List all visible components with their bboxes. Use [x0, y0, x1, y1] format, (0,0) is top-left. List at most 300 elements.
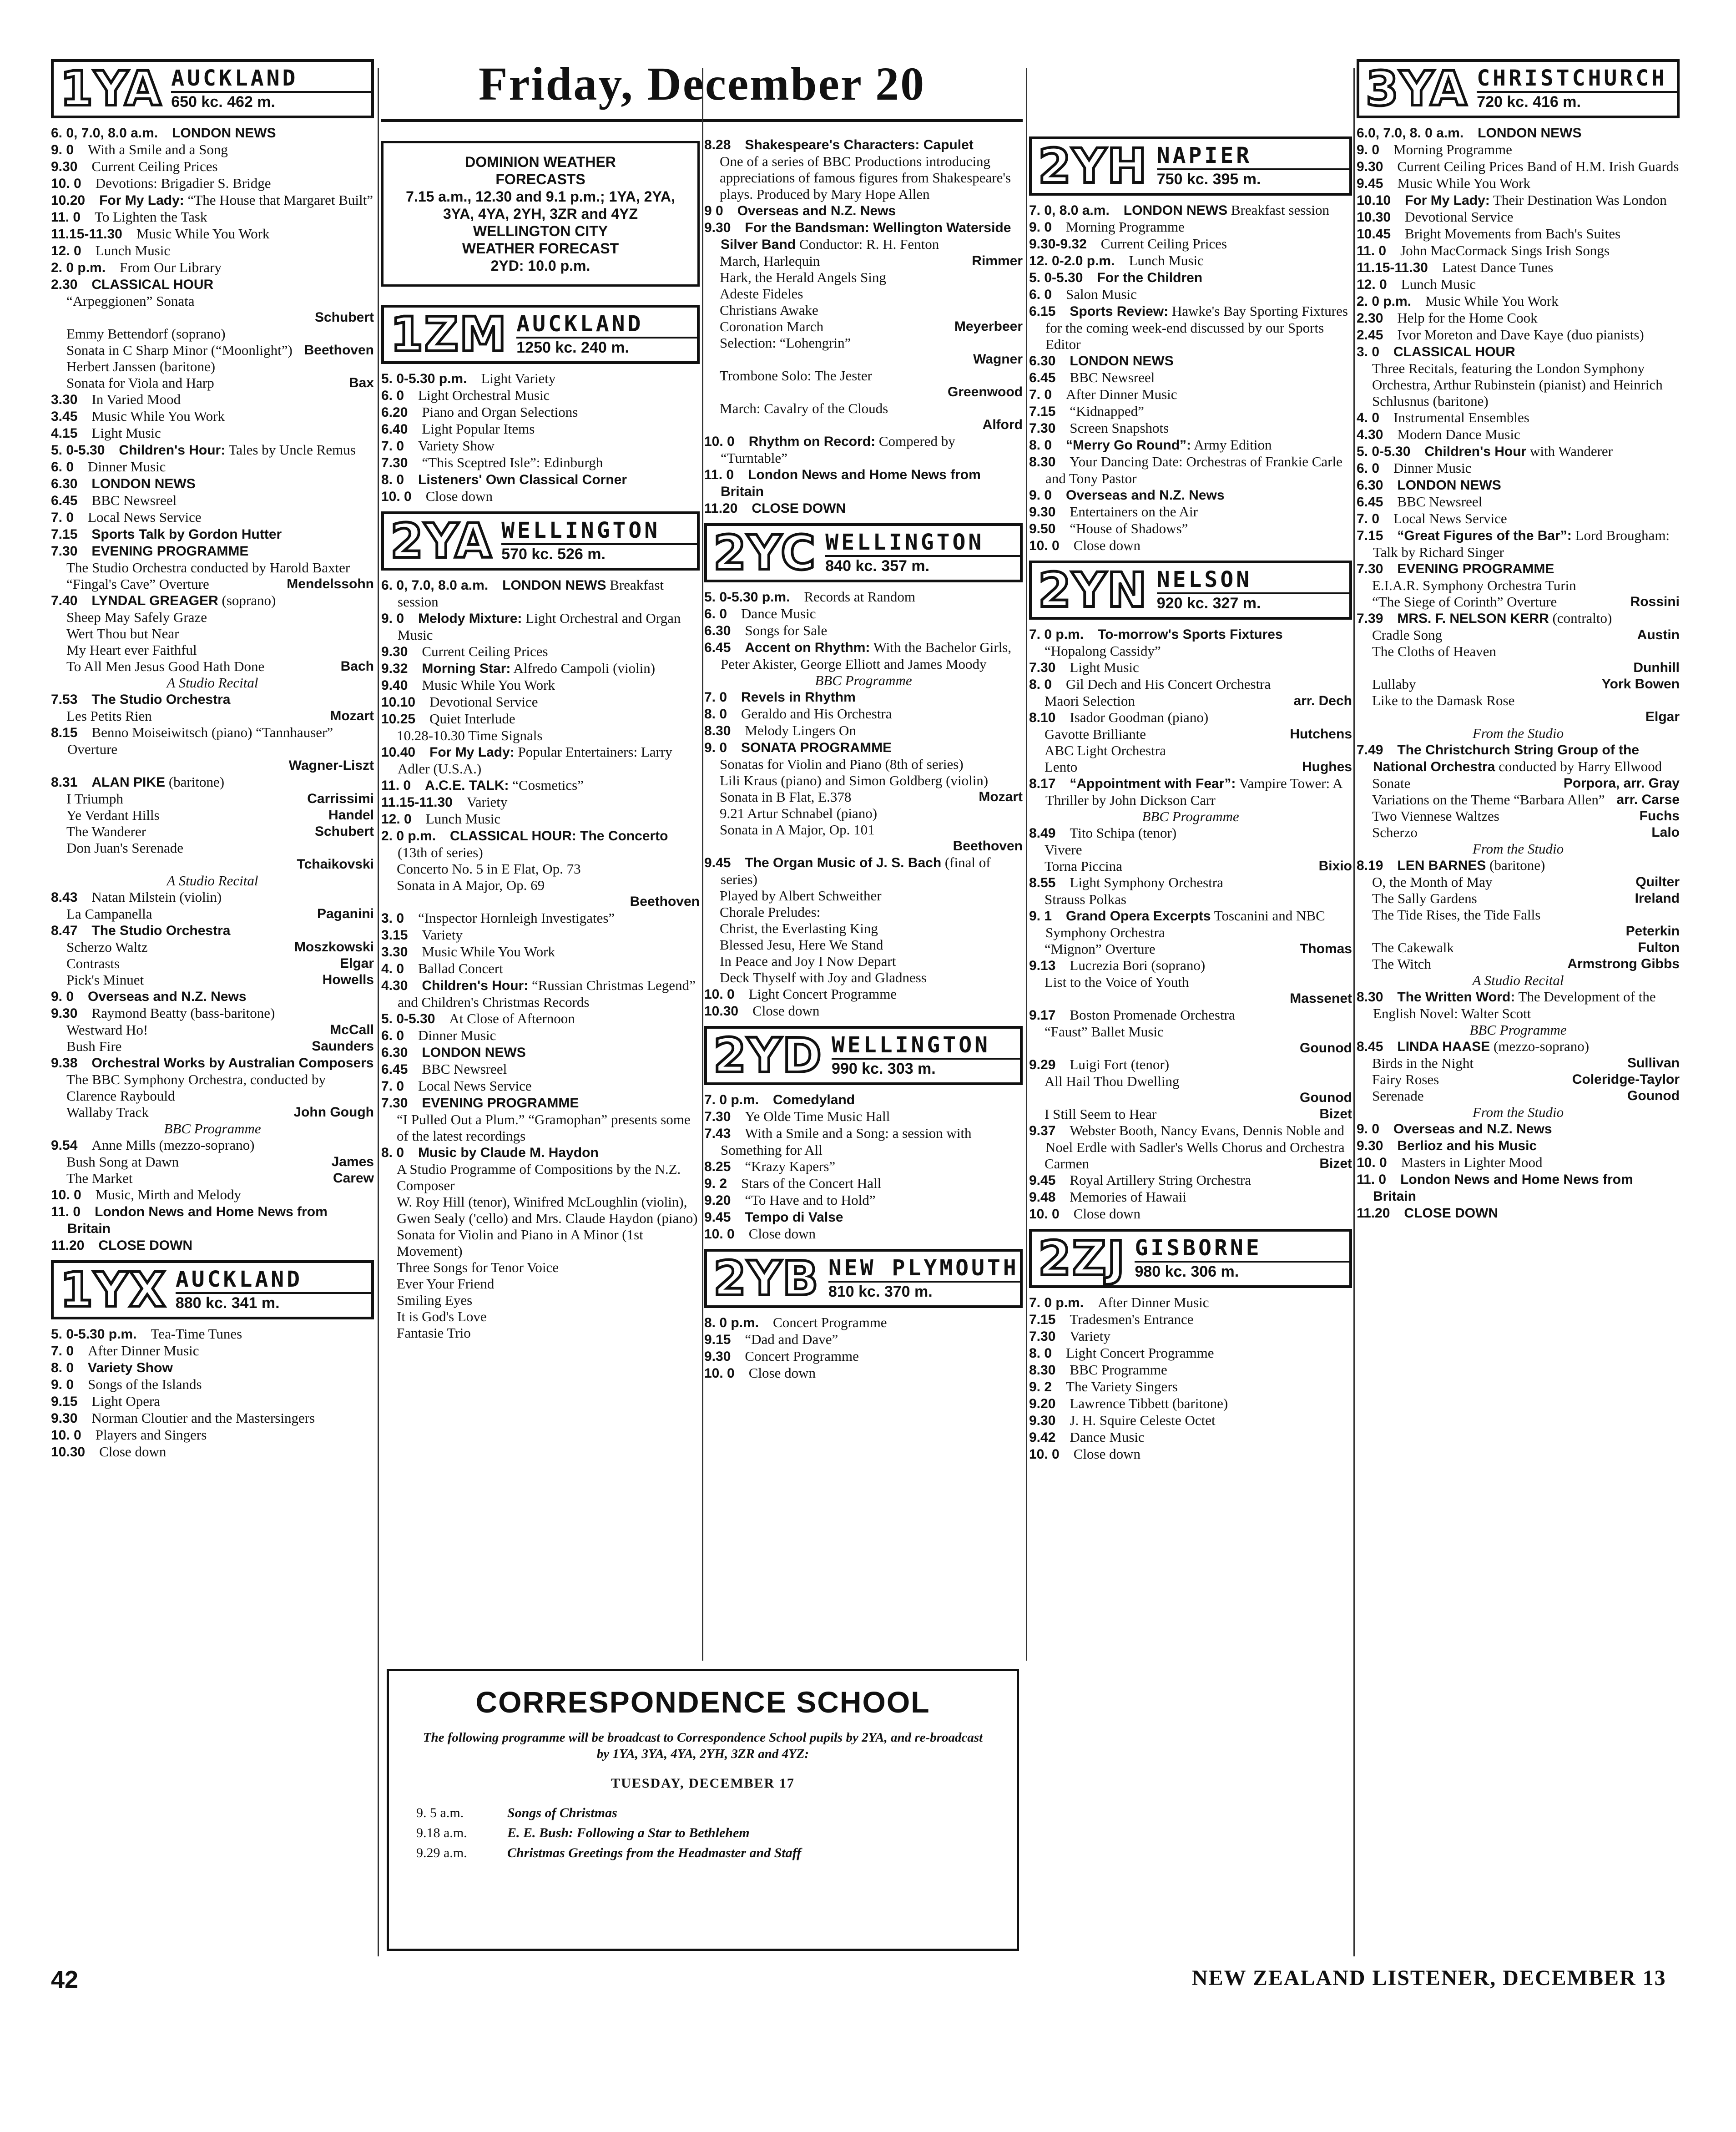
composer: Gounod: [1627, 1088, 1680, 1103]
schedule-time: 9. 1: [1029, 909, 1052, 924]
schedule-time: 9.54: [51, 1138, 78, 1153]
programme-work: [1029, 842, 1352, 858]
station-city: NAPIER: [1157, 144, 1349, 170]
programme-title: Overseas and N.Z. News: [1066, 488, 1225, 503]
programme-work: [1029, 1090, 1352, 1106]
programme-text: Help for the Home Cook: [1397, 310, 1538, 326]
schedule-time: 6.45: [1029, 370, 1056, 385]
schedule-time: 12. 0-2.0 p.m.: [1029, 253, 1115, 268]
schedule-time: 10.40: [381, 745, 416, 760]
schedule-item: [1029, 626, 1352, 643]
work-title: Trombone Solo: The Jester: [720, 368, 872, 384]
composer: York Bowen: [1601, 677, 1680, 692]
programme-text: Dinner Music: [1393, 460, 1472, 476]
programme-title: CLASSICAL HOUR: The Concerto: [450, 829, 668, 844]
programme-text: (mezzo-soprano): [1494, 1038, 1590, 1054]
work-title: Torna Piccina: [1045, 858, 1122, 874]
programme-text: Your Dancing Date: Orchestras of Frankie Carle and Tony Pastor: [1045, 454, 1342, 486]
programme-work: [51, 840, 374, 856]
programme-work: [1029, 990, 1352, 1007]
schedule-item: [704, 219, 1023, 253]
schedule-time: 11. 0: [1357, 243, 1387, 258]
forecast-line: WELLINGTON CITY: [473, 223, 608, 239]
schedule-item: [1029, 1412, 1352, 1429]
programme-text: “Russian Christmas Legend” and Children's Christmas Records: [398, 977, 696, 1010]
programme-text: Tea-Time Tunes: [151, 1326, 242, 1342]
programme-text: (contralto): [1552, 610, 1612, 626]
schedule-time: 11. 0: [51, 210, 81, 225]
schedule-time: 9. 0: [704, 740, 727, 755]
schedule-item: [1029, 1122, 1352, 1156]
work-title: Vivere: [1045, 842, 1082, 858]
schedule-time: 10. 0: [704, 1227, 735, 1242]
programme-work: [1029, 941, 1352, 957]
work-title: My Heart ever Faithful: [66, 642, 197, 658]
composer: Coleridge-Taylor: [1572, 1072, 1680, 1087]
programme-text: Devotional Service: [1405, 209, 1514, 225]
programme-text: Light Orchestral Music: [418, 387, 550, 403]
composer: Saunders: [312, 1039, 374, 1054]
schedule-time: 3.45: [51, 409, 78, 424]
programme-credit: BBC Programme: [815, 672, 912, 688]
schedule-item: [1029, 825, 1352, 842]
schedule-item: [381, 677, 700, 694]
station-city: GISBORNE: [1135, 1236, 1349, 1263]
schedule-time: 3. 0: [1357, 344, 1380, 359]
programme-work: [1029, 1073, 1352, 1090]
programme-detail: ABC Light Orchestra: [1045, 743, 1166, 758]
schedule-time: 9. 0: [51, 142, 74, 157]
programme-work: [1357, 676, 1680, 692]
composer: Gounod: [1300, 1090, 1352, 1105]
work-title: Sonata for Viola and Harp: [66, 375, 214, 391]
programme-title: LONDON NEWS: [1070, 354, 1174, 369]
schedule-item: [381, 828, 700, 861]
schedule-item: [1357, 426, 1680, 443]
programme-title: CLOSE DOWN: [98, 1238, 193, 1253]
schedule-item: [51, 1055, 374, 1071]
schedule-time: 9.20: [1029, 1396, 1056, 1411]
station-header-2ya: [381, 511, 700, 571]
schedule-time: 5. 0-5.30: [51, 443, 105, 458]
programme-text: Current Ceiling Prices: [1100, 236, 1227, 252]
programme-title: Revels in Rhythm: [741, 690, 856, 705]
schedule-item: [51, 408, 374, 425]
schedule-time: 6. 0: [1029, 287, 1052, 302]
schedule-item: [704, 1175, 1023, 1192]
schedule-item: [51, 442, 374, 459]
schedule-time: 3.30: [51, 392, 78, 407]
programme-text: Light Variety: [481, 370, 556, 386]
schedule-time: 7.30: [1029, 1329, 1056, 1344]
schedule-item: [1029, 303, 1352, 353]
schedule-item: [51, 1376, 374, 1393]
work-title: All Hail Thou Dwelling: [1045, 1073, 1180, 1089]
programme-text: “House of Shadows”: [1070, 520, 1188, 536]
composer: Tchaikovski: [297, 857, 374, 872]
programme-title: Music by Claude M. Haydon: [418, 1145, 599, 1160]
composer: Beethoven: [630, 894, 700, 909]
column-divider: [1353, 68, 1355, 1956]
station-call-sign: 2YD: [713, 1028, 823, 1083]
programme-work: [51, 856, 374, 873]
station-frequency: 990 kc. 303 m.: [832, 1060, 936, 1077]
schedule-item: [51, 1187, 374, 1203]
schedule-item: [1357, 460, 1680, 477]
programme-title: Accent on Rhythm:: [745, 640, 870, 655]
programme-text: Dinner Music: [88, 459, 166, 475]
schedule-time: 8.31: [51, 775, 78, 790]
programme-text: Morning Programme: [1066, 219, 1185, 235]
schedule-time: 7.30: [1029, 660, 1056, 675]
schedule-time: 5. 0-5.30 p.m.: [51, 1327, 137, 1342]
schedule-time: 2. 0 p.m.: [1357, 294, 1412, 309]
schedule-item: [1029, 1007, 1352, 1024]
schedule-time: 5. 0-5.30: [1357, 444, 1411, 459]
column-divider: [1026, 68, 1027, 1661]
programme-work: [51, 708, 374, 724]
work-title: Sonate: [1372, 775, 1411, 791]
schedule-time: 6.15: [1029, 304, 1056, 319]
programme-title: Rhythm on Record:: [748, 434, 876, 449]
programme-work: [1357, 874, 1680, 890]
programme-text: Variety: [1070, 1328, 1110, 1344]
schedule-item: [381, 1010, 700, 1027]
correspondence-time: 9. 5 a.m.: [416, 1805, 464, 1820]
schedule-time: 6. 0: [51, 460, 74, 475]
schedule-time: 9.15: [51, 1394, 78, 1409]
composer: Bach: [340, 659, 374, 674]
programme-work: [1357, 660, 1680, 676]
schedule-time: 9.17: [1029, 1008, 1056, 1023]
work-title: The Sally Gardens: [1372, 890, 1477, 906]
programme-work: [1357, 824, 1680, 841]
correspondence-time: 9.29 a.m.: [416, 1845, 467, 1860]
programme-work: [51, 758, 374, 774]
programme-title: For the Children: [1097, 270, 1203, 285]
programme-text: Alfredo Campoli (violin): [513, 660, 656, 676]
schedule-time: 9.29: [1029, 1057, 1056, 1072]
work-title: Selection: “Lohengrin”: [720, 335, 851, 351]
composer: Massenet: [1290, 991, 1352, 1006]
programme-text: Ballad Concert: [418, 960, 503, 976]
schedule-time: 9. 0: [1029, 488, 1052, 503]
schedule-item: [1357, 192, 1680, 209]
schedule-time: 9.20: [704, 1193, 731, 1208]
schedule-item: [381, 1144, 700, 1161]
column-divider: [702, 68, 703, 1661]
composer: Greenwood: [947, 384, 1023, 399]
programme-text: Isador Goodman (piano): [1070, 709, 1209, 725]
schedule-item: [704, 1125, 1023, 1158]
programme-title: The Organ Music of J. S. Bach: [745, 855, 942, 870]
programme-text: Local News Service: [1393, 510, 1507, 526]
schedule-item: [1029, 1172, 1352, 1189]
programme-work: [704, 351, 1023, 368]
programme-text: Morning Programme: [1393, 141, 1512, 157]
schedule-item: [1029, 775, 1352, 808]
composer: Peterkin: [1625, 924, 1680, 939]
work-title: List to the Voice of Youth: [1045, 974, 1189, 990]
schedule-item: [381, 404, 700, 421]
schedule-item: [51, 226, 374, 243]
schedule-item: [1357, 344, 1680, 360]
page-headline: Friday, December 20: [478, 58, 926, 110]
programme-text: Tradesmen's Entrance: [1070, 1311, 1194, 1327]
correspondence-title: CORRESPONDENCE SCHOOL: [475, 1685, 930, 1719]
programme-text: With a Smile and a Song: a session with Something for All: [721, 1125, 972, 1158]
programme-heading-text: The Studio Orchestra conducted by Harold Baxter: [66, 560, 350, 576]
schedule-item: [1029, 874, 1352, 891]
schedule-time: 11.15-11.30: [381, 795, 453, 810]
programme-title: For My Lady:: [429, 745, 515, 760]
schedule-item: [1029, 1189, 1352, 1206]
schedule-item: [1029, 676, 1352, 693]
work-title: Contrasts: [66, 955, 120, 971]
programme-title: For the Bandsman: Wellington Waterside Silver Band: [721, 220, 1011, 252]
programme-title: The Written Word:: [1397, 990, 1515, 1005]
schedule-time: 3.15: [381, 928, 408, 943]
programme-title: A.C.E. TALK:: [425, 778, 509, 793]
programme-work: [51, 1038, 374, 1055]
programme-work: [51, 609, 374, 626]
programme-text: Lunch Music: [1129, 253, 1204, 268]
station-frequency: 810 kc. 370 m.: [828, 1283, 933, 1300]
programme-text: Music While You Work: [136, 226, 270, 242]
station-frequency: 840 kc. 357 m.: [825, 557, 930, 575]
schedule-time: 12. 0: [1357, 277, 1387, 292]
programme-title: London News and Home News from Britain: [1373, 1172, 1633, 1204]
schedule-time: 5. 0-5.30 p.m.: [704, 590, 790, 605]
programme-detail: (8th of series): [885, 756, 964, 772]
schedule-time: 10. 0: [1029, 1447, 1060, 1462]
work-title: Cradle Song: [1372, 627, 1443, 643]
forecast-line: 7.15 a.m., 12.30 and 9.1 p.m.; 1YA, 2YA, 3YA, 4YA, 2YH, 3ZR and 4YZ: [406, 188, 675, 222]
schedule-item: [704, 1108, 1023, 1125]
schedule-time: 6.30: [381, 1045, 408, 1060]
programme-work: [704, 286, 1023, 302]
station-city: NEW PLYMOUTH: [828, 1256, 1020, 1283]
schedule-time: 6. 0: [1357, 461, 1380, 476]
schedule-item: [381, 370, 700, 387]
programme-title: London News and Home News from Britain: [721, 467, 981, 499]
schedule-3ya: [1357, 125, 1680, 1222]
station-frequency: 570 kc. 526 m.: [501, 546, 606, 563]
programme-credit: From the Studio: [1472, 841, 1564, 857]
schedule-item: [381, 694, 700, 711]
programme-text: Stars of the Concert Hall: [741, 1175, 882, 1191]
work-title: Hark, the Herald Angels Sing: [720, 269, 886, 285]
schedule-item: [1029, 1395, 1352, 1412]
schedule-time: 10. 0: [1357, 1155, 1387, 1170]
programme-detail: Ever Your Friend: [397, 1276, 495, 1292]
schedule-item: [51, 889, 374, 906]
schedule-time: 8.30: [1029, 1363, 1056, 1378]
composer: Sullivan: [1627, 1056, 1680, 1071]
schedule-item: [51, 1005, 374, 1022]
station-frequency: 750 kc. 395 m.: [1156, 171, 1261, 188]
composer: Handel: [328, 808, 374, 823]
schedule-item: [704, 606, 1023, 622]
schedule-item: [381, 960, 700, 977]
programme-text: After Dinner Music: [88, 1343, 199, 1359]
programme-title: The Christchurch String Group of the National Orchestra: [1373, 743, 1640, 774]
programme-title: For My Lady:: [1405, 193, 1490, 208]
schedule-item: [704, 136, 1023, 153]
programme-credit: A Studio Recital: [1472, 972, 1564, 988]
schedule-time: 10. 0: [704, 434, 735, 449]
programme-text: Salon Music: [1066, 286, 1137, 302]
programme-text: Players and Singers: [95, 1427, 207, 1443]
programme-title: Sports Review:: [1070, 304, 1169, 319]
programme-text: Music While You Work: [422, 677, 555, 693]
programme-work: [1029, 759, 1352, 775]
programme-text: “The House that Margaret Built”: [187, 192, 373, 208]
schedule-item: [381, 977, 700, 1010]
schedule-2yb: [704, 1314, 1023, 1382]
programme-text: Compered by “Turntable”: [721, 433, 955, 466]
programme-work: [704, 417, 1023, 433]
schedule-time: 9.30: [1357, 159, 1383, 174]
schedule-item: [704, 1348, 1023, 1365]
schedule-time: 10.30: [1357, 210, 1391, 225]
schedule-2yd: [704, 1091, 1023, 1243]
schedule-item: [51, 459, 374, 475]
correspondence-time: 9.18 a.m.: [416, 1825, 467, 1840]
programme-title: “Appointment with Fear”:: [1070, 776, 1236, 791]
programme-title: LINDA HAASE: [1397, 1039, 1490, 1054]
programme-text: Variety: [466, 794, 508, 810]
programme-text: Songs for Sale: [745, 622, 828, 638]
programme-title: Children's Hour: [1424, 444, 1527, 459]
work-title: Herbert Janssen (baritone): [66, 359, 216, 374]
programme-text: Screen Snapshots: [1070, 420, 1169, 436]
schedule-item: [381, 1078, 700, 1095]
column-2: [381, 132, 700, 1341]
schedule-time: 10.25: [381, 712, 416, 727]
schedule-time: 7. 0: [1029, 387, 1052, 402]
schedule-time: 7.30: [381, 455, 408, 470]
work-title: The Witch: [1372, 956, 1431, 972]
programme-text: Close down: [748, 1226, 816, 1242]
schedule-item: [51, 724, 374, 758]
schedule-item: [1029, 1446, 1352, 1463]
station-frequency: 720 kc. 416 m.: [1477, 93, 1581, 111]
programme-work: [1357, 692, 1680, 709]
schedule-2ya: [381, 577, 700, 1341]
schedule-item: [1357, 310, 1680, 327]
schedule-time: 7.49: [1357, 743, 1383, 758]
schedule-time: 6. 0, 7.0, 8.0 a.m.: [51, 126, 158, 141]
schedule-1ya: [51, 125, 374, 1254]
programme-detail: One of a series of BBC Productions introducing appreciations of famous figures from Shakespeare's plays. Produced by Mary Hope Allen: [720, 153, 1011, 202]
schedule-time: 8.55: [1029, 875, 1056, 890]
programme-credit: A Studio Recital: [167, 873, 258, 889]
programme-text: (13th of series): [398, 844, 483, 860]
schedule-item: [51, 209, 374, 226]
programme-text: Light Music: [91, 425, 161, 441]
station-frequency: 880 kc. 341 m.: [175, 1294, 280, 1312]
programme-text: Dance Music: [1070, 1429, 1145, 1445]
schedule-item: [51, 175, 374, 192]
schedule-item: [381, 794, 700, 811]
programme-text: BBC Newsreel: [1397, 494, 1483, 510]
programme-text: BBC Newsreel: [91, 492, 177, 508]
schedule-item: [1029, 202, 1352, 219]
composer: arr. Dech: [1293, 693, 1352, 708]
schedule-time: 7.30: [704, 1109, 731, 1124]
programme-text: At Close of Afternoon: [449, 1010, 575, 1026]
schedule-time: 7. 0 p.m.: [704, 1092, 759, 1107]
schedule-item: [1357, 259, 1680, 276]
correspondence-item: [416, 1843, 989, 1863]
composer: Hughes: [1302, 759, 1352, 774]
programme-title: Melody Mixture:: [418, 611, 522, 626]
schedule-time: 6.30: [1029, 354, 1056, 369]
programme-work: [381, 877, 700, 894]
schedule-item: [381, 927, 700, 944]
schedule-item: [704, 1003, 1023, 1020]
programme-work: [51, 1104, 374, 1121]
schedule-item: [381, 1061, 700, 1078]
programme-text: Breakfast session: [1231, 202, 1329, 218]
programme-detail: Strauss Polkas: [1045, 891, 1126, 907]
composer: Hutchens: [1290, 727, 1352, 742]
work-title: Like to the Damask Rose: [1372, 692, 1515, 708]
programme-title: LONDON NEWS: [502, 578, 606, 593]
schedule-item: [51, 125, 374, 141]
schedule-item: [381, 777, 700, 794]
programme-text: Ye Olde Time Music Hall: [745, 1108, 890, 1124]
schedule-item: [381, 910, 700, 927]
programme-text: In Varied Mood: [91, 391, 181, 407]
composer: Rossini: [1630, 594, 1680, 609]
programme-text: Tito Schipa (tenor): [1070, 825, 1177, 841]
schedule-time: 6.30: [704, 623, 731, 638]
schedule-time: 10. 0: [381, 489, 412, 504]
programme-work: [51, 576, 374, 592]
schedule-time: 5. 0-5.30: [381, 1011, 435, 1026]
composer: Beethoven: [953, 839, 1023, 854]
schedule-item: [1357, 226, 1680, 243]
programme-text: From Our Library: [120, 259, 222, 275]
work-title: La Campanella: [66, 906, 152, 922]
programme-title: Listeners' Own Classical Corner: [418, 472, 627, 487]
programme-work: [51, 309, 374, 326]
programme-text: “Kidnapped”: [1070, 403, 1144, 419]
schedule-time: 10. 0: [1029, 538, 1060, 553]
schedule-time: 6.0, 7.0, 8. 0 a.m.: [1357, 126, 1464, 141]
schedule-time: 6. 0: [381, 388, 404, 403]
programme-title: Berlioz and his Music: [1397, 1138, 1537, 1153]
programme-text: John MacCormack Sings Irish Songs: [1400, 243, 1610, 258]
programme-detail: Three Recitals, featuring the London Symphony Orchestra, Arthur Rubinstein (pianist) and Heinrich Schlusnus (baritone): [1372, 360, 1663, 409]
work-title: Serenade: [1372, 1088, 1424, 1104]
programme-detail: “Hopalong Cassidy”: [1045, 643, 1161, 659]
schedule-time: 9.50: [1029, 521, 1056, 536]
schedule-item: [381, 438, 700, 455]
schedule-time: 10.10: [1357, 193, 1391, 208]
programme-work: [51, 359, 374, 375]
programme-text: The Development of the English Novel: Walter Scott: [1373, 989, 1656, 1021]
programme-work: [51, 342, 374, 359]
programme-work: [51, 823, 374, 840]
programme-text: After Dinner Music: [1098, 1294, 1209, 1310]
programme-title: ALAN PIKE: [91, 775, 166, 790]
composer: James: [331, 1154, 374, 1169]
programme-title: LONDON NEWS: [1478, 126, 1582, 141]
work-title: The Tide Rises, the Tide Falls: [1372, 907, 1541, 923]
